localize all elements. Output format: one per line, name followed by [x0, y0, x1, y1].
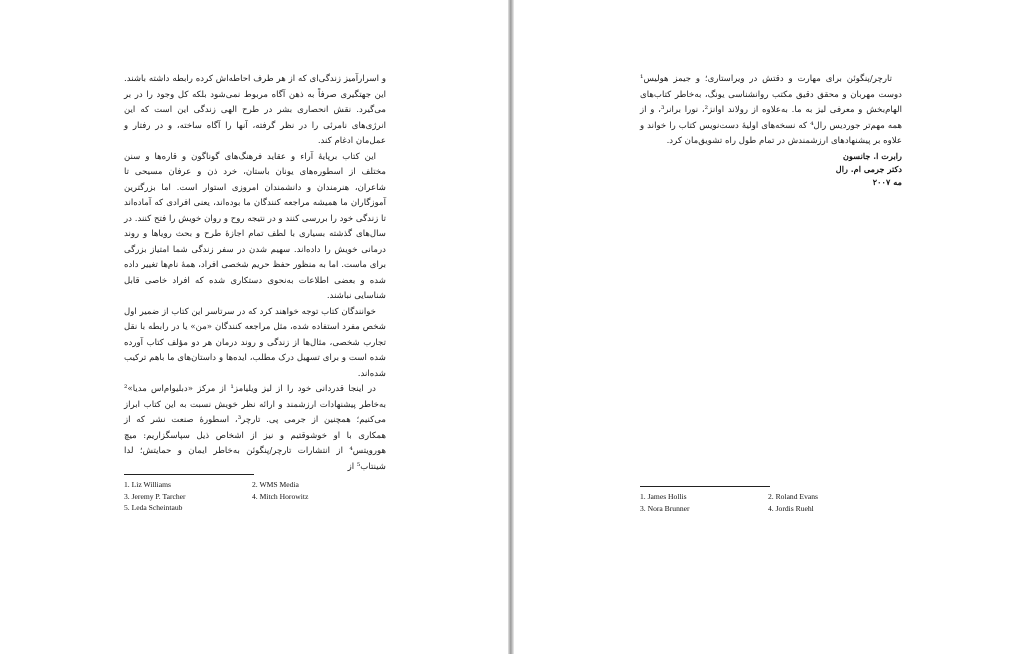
left-paragraph: و اسرارآمیز زندگی‌ای که از هر طرف احاطه‌اش کرده رابطه داشته باشند. این جهتگیری صرفاً به ذهن آگاه مربوط نمی‌شود بلکه کل وجود را در بر می‌گیرد. نقش انحصاری بشر در طرح الهی زندگی این است که این انرژی‌های نامرئی را در نظر گرفته، آنها را آگاه ساخته، و در رفتار و عمل‌مان ادغام کند. — [124, 74, 386, 146]
right-footnotes — [640, 491, 896, 514]
right-paragraph: تارچر/پنگوئن برای مهارت و دقتش در ویراستاری؛ و جیمز هولیس¹ دوست مهربان و محقق دقیق مکتب روانشناسی یونگ، به‌خاطر کتاب‌های الهام‌بخش و معرفی لیز به ما. به‌علاوه از رولاند اوانز²، نورا برانر³، و از همه مهم‌تر جوردیس رال⁴ که نسخه‌های اولیهٔ دست‌نویس کتاب را خواند و علاوه بر پیشنهادهای ارزشمندش در تمام طول راه تشویق‌مان کرد. — [640, 74, 902, 146]
right-page-body — [640, 72, 902, 189]
left-paragraph: خوانندگان کتاب توجه خواهند کرد که در سرتاسر این کتاب از ضمیر اول شخص مفرد استفاده شده، مثل مراجعه کنندگان «من» یا در رابطه با نقل تجارب شخصی، مثال‌ها از زندگی و روند درمان هر دو مؤلف کتاب آورده شده است و برای تسهیل درک مطلب، ایده‌ها و داستان‌های ما باهم ترکیب شده‌اند. — [124, 306, 386, 379]
footnote: 2. WMS Media — [252, 480, 299, 489]
signature-author-2: دکتر جرمی ام. رال — [835, 163, 902, 174]
left-footnotes — [124, 479, 380, 514]
footnote: 4. Jordis Ruehl — [768, 503, 814, 513]
left-paragraph: در اینجا قدردانی خود را از لیز ویلیامز¹ از مرکز «دبلیوام‌اس مدیا»² به‌خاطر پیشنهادات ارزشمند و ارائه نظر خویش نسبت به این کتاب ابراز می‌کنیم؛ همچنین از جرمی پی. تارچر³، اسطورهٔ صنعت نشر که از همکاری با او خوشوقتیم و نیز از اشخاص ذیل سپاسگزاریم: میچ هورویتس⁴ از انتشارات تارچر/پنگوئن به‌خاطر ایمان و حمایتش؛ لدا شینتاب⁵ از — [124, 384, 386, 472]
footnote: 3. Nora Brunner — [640, 503, 690, 513]
signature-author-1: رابرت ا. جانسون — [843, 150, 902, 161]
left-paragraph: این کتاب برپایهٔ آراء و عقاید فرهنگ‌های گوناگون و قاره‌ها و سنن مختلف از اسطوره‌های یونان باستان، خرد ذن و عرفان مسیحی تا شاعران، هنرمندان و دانشمندان امروزی استوار است. اما بزرگترین آموزگاران ما همیشه مراجعه کنندگان ما بوده‌اند، یعنی افرادی که آماده‌اند تا زندگی خود را بررسی کنند و در نتیجه روح و روان خویش را فتح کنند. در سال‌های گذشته بسیاری با لطف تمام اجازهٔ طرح و بحث رویاها و روند درمانی خویش را داده‌اند. سهیم شدن در سفر زندگی شما امتیاز بزرگی برای ماست. اما به منظور حفظ حریم شخصی افراد، همهٔ نام‌ها تغییر داده شده و بعضی اطلاعات به‌نحوی دستکاری شده که افراد خاصی قابل شناسایی نباشند. — [124, 151, 386, 301]
footnote: 2. Roland Evans — [768, 492, 818, 501]
footnote: 1. Liz Williams — [124, 480, 172, 489]
footnote: 5. Leda Scheintaub — [124, 503, 183, 512]
left-page-body — [124, 72, 386, 475]
footnote: 3. Jeremy P. Tarcher — [124, 491, 186, 501]
footnote: 1. James Hollis — [640, 492, 687, 501]
signature-date: مه ۲۰۰۷ — [872, 176, 902, 187]
footnote-rule — [640, 486, 770, 487]
signature-block — [640, 150, 902, 189]
footnote-rule — [124, 474, 254, 475]
footnote: 4. Mitch Horowitz — [252, 491, 309, 501]
